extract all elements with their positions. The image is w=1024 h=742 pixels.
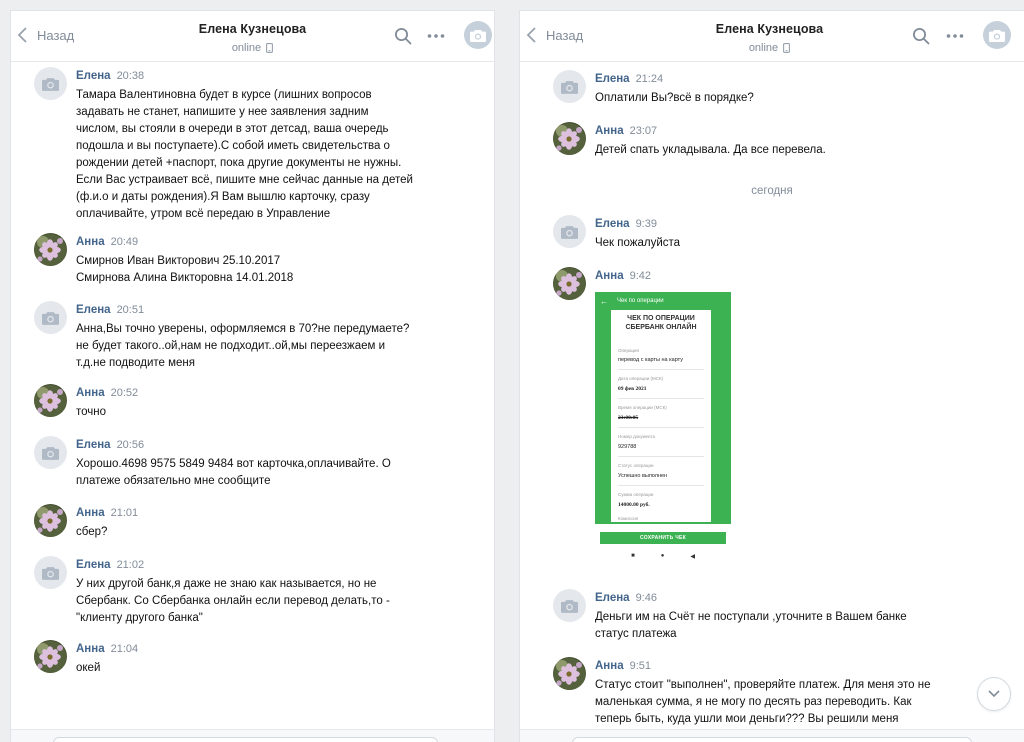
flower-photo-icon xyxy=(553,657,586,690)
message-header xyxy=(76,559,144,571)
sender-avatar[interactable] xyxy=(553,267,586,300)
message-header xyxy=(76,507,138,519)
message-text-line: Смирнова Алина Викторовна 14.01.2018 xyxy=(76,272,294,284)
receipt-status-value: Успешно выполнен xyxy=(618,473,668,479)
camera-icon xyxy=(989,29,1005,42)
message-author[interactable]: Анна xyxy=(595,270,624,282)
search-icon[interactable] xyxy=(912,27,930,45)
back-label: Назад xyxy=(37,27,75,43)
message-text-line: платеже обязательно мне сообщите xyxy=(76,475,271,487)
compose-area xyxy=(520,729,1024,742)
message-text xyxy=(76,524,107,541)
message-text-line: окей xyxy=(76,662,101,674)
more-icon[interactable] xyxy=(426,27,446,45)
receipt-divider xyxy=(618,427,704,428)
message-header xyxy=(595,660,651,672)
camera-icon xyxy=(561,225,578,239)
message-author[interactable]: Анна xyxy=(76,643,105,655)
message-text-line: Анна,Вы точно уверены, оформляемся в 70?не передумаете? xyxy=(76,323,410,335)
message-text-line: Сбербанк. Со Сбербанка онлайн если перевод делать,то - xyxy=(76,595,390,607)
camera-icon xyxy=(42,566,59,580)
message-author[interactable]: Елена xyxy=(76,559,111,571)
message-text-line: подошла и вы поступаете).С собой иметь свидетельства о xyxy=(76,140,390,152)
android-nav-bar xyxy=(595,551,731,561)
sender-avatar[interactable] xyxy=(34,504,67,537)
sender-avatar[interactable] xyxy=(34,67,67,100)
receipt-time-value: 23:00:05 xyxy=(618,415,639,421)
message-text-line: рождении детей +паспорт, пока другие документы не нужны. xyxy=(76,157,402,169)
message-text xyxy=(76,253,293,287)
message-text-line: "клиенту другого банка" xyxy=(76,612,203,624)
mobile-icon xyxy=(266,43,273,53)
message-author[interactable]: Елена xyxy=(76,70,111,82)
compose-area xyxy=(11,729,494,742)
sender-avatar[interactable] xyxy=(34,301,67,334)
nav-square-icon: ■ xyxy=(631,553,635,559)
camera-icon xyxy=(42,311,59,325)
message-input[interactable] xyxy=(53,737,438,742)
message-author[interactable]: Анна xyxy=(76,507,105,519)
message-author[interactable]: Елена xyxy=(76,304,111,316)
message-text-line: задавать не станет, напишите у нее заявления задним xyxy=(76,106,369,118)
message-text xyxy=(76,404,106,421)
message-time[interactable]: 9:39 xyxy=(635,218,657,230)
message-time[interactable]: 21:02 xyxy=(116,559,145,571)
message-time[interactable]: 20:51 xyxy=(116,304,145,316)
chevron-down-icon xyxy=(988,690,1000,698)
message-header xyxy=(595,125,657,137)
receipt-save-button: СОХРАНИТЬ ЧЕК xyxy=(600,532,726,544)
receipt-divider xyxy=(618,485,704,486)
sender-avatar[interactable] xyxy=(553,70,586,103)
message-author[interactable]: Елена xyxy=(595,592,630,604)
receipt-status-label: Статус операции xyxy=(618,463,654,468)
camera-icon xyxy=(42,446,59,460)
receipt-date-value: 09 фев 2021 xyxy=(618,386,647,392)
message-text xyxy=(595,235,680,252)
flower-photo-icon xyxy=(34,384,67,417)
message-text-line: Смирнов Иван Викторович 25.10.2017 xyxy=(76,255,281,267)
message-header xyxy=(76,439,144,451)
receipt-heading-line-2: СБЕРБАНК ОНЛАЙН xyxy=(625,324,697,331)
message-text xyxy=(595,609,907,643)
sender-avatar[interactable] xyxy=(553,215,586,248)
message-author[interactable]: Анна xyxy=(76,387,105,399)
message-text-line: оплачивайте, утром всё передаю в Управление xyxy=(76,208,331,220)
receipt-card xyxy=(611,310,711,522)
message-text-line: Чек пожалуйста xyxy=(595,237,681,249)
sender-avatar[interactable] xyxy=(34,436,67,469)
receipt-body xyxy=(595,310,731,524)
message-text-line: точно xyxy=(76,406,107,418)
scroll-down-button[interactable] xyxy=(977,677,1011,711)
sender-avatar[interactable] xyxy=(553,122,586,155)
message-text-line: Деньги им на Счёт не поступали ,уточните в Вашем банке xyxy=(595,611,907,623)
message-author[interactable]: Анна xyxy=(595,660,624,672)
message-time[interactable]: 20:52 xyxy=(110,387,139,399)
receipt-doc-value: 929788 xyxy=(618,444,637,450)
message-time[interactable]: 9:46 xyxy=(635,592,657,604)
chevron-left-icon xyxy=(17,27,29,43)
message-time[interactable]: 20:38 xyxy=(116,70,145,82)
message-text-line: Тамара Валентиновна будет в курсе (лишних вопросов xyxy=(76,89,372,101)
message-text-line: Оплатили Вы?всё в порядке? xyxy=(595,92,754,104)
flower-photo-icon xyxy=(34,233,67,266)
receipt-bar-title: Чек по операции xyxy=(617,298,664,304)
message-text-line: Детей спать укладывала. Да все перевела. xyxy=(595,144,826,156)
camera-icon xyxy=(42,77,59,91)
sender-avatar[interactable] xyxy=(34,233,67,266)
message-text-line: маленькая сумма, я не могу по десять раз переводить. Как xyxy=(595,696,912,708)
arrow-left-icon: ← xyxy=(600,296,608,306)
flower-photo-icon xyxy=(34,504,67,537)
message-text-line: Если Вас устраивает всё, пишите мне сейчас данные на детей xyxy=(76,174,413,186)
receipt-divider xyxy=(618,456,704,457)
message-author[interactable]: Анна xyxy=(76,236,105,248)
message-text-line: (ф.и.о и даты рождения).Я Вам вышлю карточку, сразу xyxy=(76,191,370,203)
nav-home-icon: ● xyxy=(660,553,665,559)
message-time[interactable]: 21:04 xyxy=(110,643,139,655)
message-text-line: теперь быть, куда ушли мои деньги??? Вы решили меня xyxy=(595,713,899,725)
receipt-date-label: Дата операции (МСК) xyxy=(618,376,664,381)
message-author[interactable]: Анна xyxy=(595,125,624,137)
receipt-op-value: перевод с карты на карту xyxy=(618,357,683,363)
message-text xyxy=(76,660,100,677)
sender-avatar[interactable] xyxy=(34,556,67,589)
message-author[interactable]: Елена xyxy=(76,439,111,451)
message-text-line: сбер? xyxy=(76,526,108,538)
flower-photo-icon xyxy=(34,640,67,673)
contact-avatar[interactable] xyxy=(983,21,1011,49)
sender-avatar[interactable] xyxy=(553,589,586,622)
online-status-label: online xyxy=(748,42,779,54)
message-time[interactable]: 20:56 xyxy=(116,439,145,451)
chat-header xyxy=(11,11,494,62)
message-author[interactable]: Елена xyxy=(595,73,630,85)
day-separator: сегодня xyxy=(751,185,793,197)
message-text-line: Статус стоит "выполнен", проверяйте платеж. Для меня это не xyxy=(595,679,931,691)
chat-header xyxy=(520,11,1024,62)
receipt-op-label: Операция xyxy=(618,348,639,353)
online-status xyxy=(11,42,494,54)
receipt-sum-label: Сумма операции xyxy=(618,492,654,497)
contact-avatar[interactable] xyxy=(464,21,492,49)
message-text xyxy=(595,90,754,107)
message-text-line: У них другой банк,я даже не знаю как называется, но не xyxy=(76,578,377,590)
message-text-line: статус платежа xyxy=(595,628,677,640)
message-header xyxy=(76,643,138,655)
message-header xyxy=(76,236,138,248)
message-header xyxy=(76,70,144,82)
message-header xyxy=(76,387,138,399)
message-header xyxy=(595,218,657,230)
camera-icon xyxy=(561,599,578,613)
message-time[interactable]: 23:07 xyxy=(629,125,658,137)
message-text-line: не будет такого..ой,нам не подходит..ой,мы переезжаем и xyxy=(76,340,386,352)
chat-title-block xyxy=(11,20,494,54)
camera-icon xyxy=(470,29,486,42)
message-author[interactable]: Елена xyxy=(595,218,630,230)
sender-avatar[interactable] xyxy=(34,640,67,673)
receipt-image[interactable] xyxy=(595,292,731,562)
receipt-divider xyxy=(618,398,704,399)
message-header xyxy=(595,270,651,282)
message-text-line: Хорошо.4698 9575 5849 9484 вот карточка,оплачивайте. О xyxy=(76,458,391,470)
message-text xyxy=(76,87,413,223)
message-text-line: числом, вы стояли в очереди в этот детсад, ваша очередь xyxy=(76,123,389,135)
message-text xyxy=(595,677,931,728)
receipt-title-bar xyxy=(595,292,731,310)
sender-avatar[interactable] xyxy=(34,384,67,417)
message-text xyxy=(76,456,391,490)
message-header xyxy=(595,592,657,604)
back-button[interactable] xyxy=(526,21,583,49)
back-label: Назад xyxy=(546,27,584,43)
receipt-sum-value: 14000.00 руб. xyxy=(618,502,650,508)
search-icon[interactable] xyxy=(394,27,412,45)
receipt-comment-label: Комиссия xyxy=(618,516,639,521)
message-time[interactable]: 21:01 xyxy=(110,507,139,519)
message-header xyxy=(76,304,144,316)
more-icon[interactable] xyxy=(945,27,965,45)
chat-title[interactable]: Елена Кузнецова xyxy=(715,22,824,36)
message-time[interactable]: 20:49 xyxy=(110,236,139,248)
sender-avatar[interactable] xyxy=(553,657,586,690)
message-text xyxy=(595,142,826,159)
receipt-heading xyxy=(611,314,711,332)
receipt-divider xyxy=(618,369,704,370)
message-text-line: т.д.не подводите меня xyxy=(76,357,195,369)
flower-photo-icon xyxy=(553,122,586,155)
message-time[interactable]: 9:51 xyxy=(629,660,652,672)
receipt-doc-label: Номер документа xyxy=(618,434,656,439)
message-time[interactable]: 21:24 xyxy=(635,73,664,85)
message-input[interactable] xyxy=(572,737,972,742)
mobile-icon xyxy=(783,43,790,53)
message-text xyxy=(76,576,390,627)
online-status-label: online xyxy=(231,42,262,54)
chat-window-left xyxy=(10,10,495,742)
receipt-time-label: Время операции (МСК) xyxy=(618,405,667,410)
chevron-left-icon xyxy=(526,27,538,43)
message-header xyxy=(595,73,663,85)
camera-icon xyxy=(561,80,578,94)
message-time[interactable]: 9:42 xyxy=(629,270,652,282)
message-text xyxy=(76,321,409,372)
flower-photo-icon xyxy=(553,267,586,300)
back-button[interactable] xyxy=(17,21,74,49)
receipt-heading-line-1: ЧЕК ПО ОПЕРАЦИИ xyxy=(627,315,695,322)
chat-title[interactable]: Елена Кузнецова xyxy=(198,22,307,36)
nav-back-icon: ◀ xyxy=(690,553,695,560)
chat-window-right xyxy=(519,10,1024,742)
